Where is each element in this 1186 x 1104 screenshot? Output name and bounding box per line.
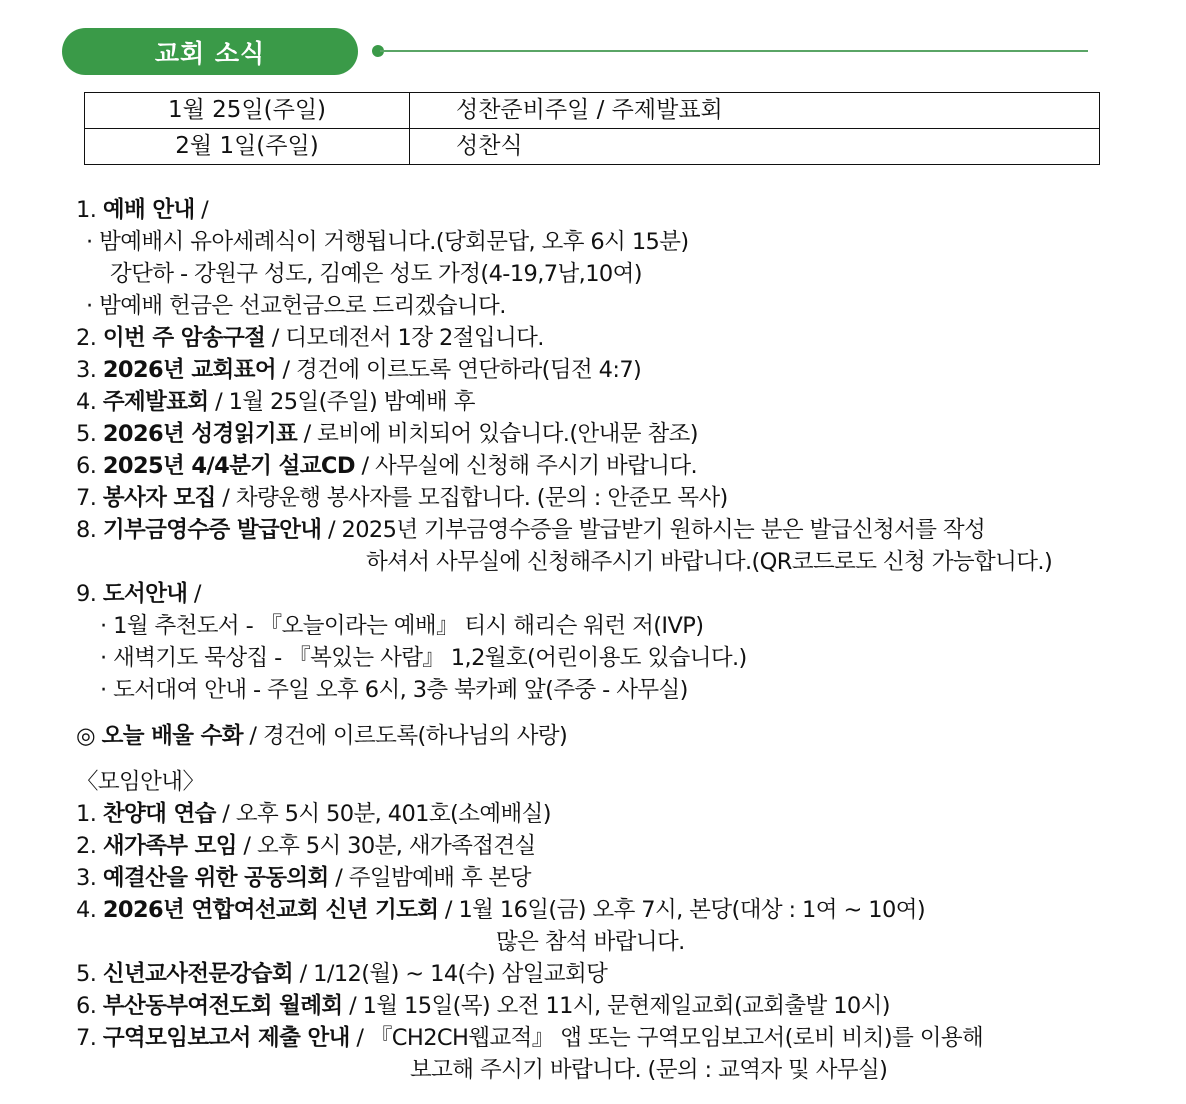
item-text: / 1/12(월) ~ 14(수) 삼일교회당: [293, 961, 608, 987]
item-continuation: 보고해 주시기 바랍니다. (문의 : 교역자 및 사무실): [410, 1057, 888, 1083]
header-divider: [380, 50, 1088, 52]
item-number: 2.: [76, 325, 103, 351]
spacer: [76, 706, 1106, 720]
item-title: 2026년 교회표어: [102, 357, 276, 383]
item-title: 주제발표회: [102, 389, 209, 415]
bullet-continuation: 강단하 - 강원구 성도, 김예은 성도 가정(4-19,7남,10여): [110, 261, 642, 287]
item-title: 구역모임보고서 제출 안내: [102, 1025, 350, 1051]
spacer: [76, 752, 1106, 766]
item-text: /: [187, 581, 201, 607]
sign-language-hymn: [76, 720, 1106, 752]
schedule-row: [85, 93, 1100, 129]
announcement-item: [76, 578, 1106, 610]
item-text: / 2025년 기부금영수증을 발급받기 원하시는 분은 발급신청서를 작성: [321, 517, 986, 543]
meeting-item: [76, 1022, 1106, 1054]
item-number: 4.: [76, 897, 103, 923]
announcement-item: [76, 194, 1106, 226]
item-text: / 로비에 비치되어 있습니다.(안내문 참조): [297, 421, 698, 447]
announcements-body: [76, 194, 1106, 1086]
item-title: 봉사자 모집: [102, 485, 216, 511]
item-title: 2026년 성경읽기표: [102, 421, 298, 447]
bullet-line: · 밤예배시 유아세례식이 거행됩니다.(당회문답, 오후 6시 15분): [86, 229, 689, 255]
bullet-line: · 도서대여 안내 - 주일 오후 6시, 3층 북카페 앞(주중 - 사무실): [100, 677, 688, 703]
item-text: / 주일밤예배 후 본당: [328, 865, 531, 891]
meeting-item: [76, 990, 1106, 1022]
item-text: / 차량운행 봉사자를 모집합니다. (문의 : 안준모 목사): [215, 485, 728, 511]
hymn-title: 오늘 배울 수화: [101, 723, 243, 749]
announcement-item: [76, 482, 1106, 514]
item-number: 6.: [76, 453, 103, 479]
meeting-item: [76, 958, 1106, 990]
item-title: 찬양대 연습: [102, 801, 216, 827]
schedule-row: [85, 129, 1100, 165]
schedule-table: [84, 92, 1100, 165]
item-text: / 디모데전서 1장 2절입니다.: [265, 325, 544, 351]
item-number: 7.: [76, 485, 103, 511]
schedule-date: 2월 1일(주일): [85, 129, 410, 165]
item-text: / 사무실에 신청해 주시기 바랍니다.: [354, 453, 698, 479]
schedule-event: 성찬준비주일 / 주제발표회: [410, 93, 1100, 129]
announcement-item: [76, 418, 1106, 450]
section-title: 교회 소식: [154, 38, 266, 68]
item-text: / 오후 5시 50분, 401호(소예배실): [215, 801, 551, 827]
item-number: 1.: [76, 197, 103, 223]
item-text: / 1월 15일(목) 오전 11시, 문현제일교회(교회출발 10시): [342, 993, 890, 1019]
schedule-event: 성찬식: [410, 129, 1100, 165]
announcement-item: [76, 354, 1106, 386]
bullet-line: · 새벽기도 묵상집 - 『복있는 사람』 1,2월호(어린이용도 있습니다.): [100, 645, 747, 671]
meeting-item: [76, 894, 1106, 926]
meeting-item: [76, 862, 1106, 894]
item-number: 8.: [76, 517, 103, 543]
item-number: 5.: [76, 421, 103, 447]
bullet-line: · 밤예배 헌금은 선교헌금으로 드리겠습니다.: [86, 293, 506, 319]
bullet-line: · 1월 추천도서 - 『오늘이라는 예배』 티시 해리슨 워런 저(IVP): [100, 613, 704, 639]
item-number: 4.: [76, 389, 103, 415]
announcement-item: [76, 514, 1106, 546]
item-text: / 경건에 이르도록 연단하라(딤전 4:7): [275, 357, 642, 383]
hymn-text: / 경건에 이르도록(하나님의 사랑): [242, 723, 568, 749]
item-title: 이번 주 암송구절: [102, 325, 266, 351]
announcement-item: [76, 322, 1106, 354]
item-text: / 『CH2CH웹교적』 앱 또는 구역모임보고서(로비 비치)를 이용해: [349, 1025, 984, 1051]
item-number: 3.: [76, 865, 103, 891]
meetings-heading: 〈모임안내〉: [76, 769, 205, 795]
section-title-pill: [62, 28, 358, 75]
item-title: 기부금영수증 발급안내: [102, 517, 322, 543]
schedule-date: 1월 25일(주일): [85, 93, 410, 129]
item-number: 5.: [76, 961, 103, 987]
item-number: 2.: [76, 833, 103, 859]
meeting-item: [76, 798, 1106, 830]
item-title: 2026년 연합여선교회 신년 기도회: [102, 897, 439, 923]
item-title: 2025년 4/4분기 설교CD: [102, 453, 355, 479]
item-title: 예결산을 위한 공동의회: [102, 865, 329, 891]
item-title: 신년교사전문강습회: [102, 961, 294, 987]
item-text: / 1월 16일(금) 오후 7시, 본당(대상 : 1여 ~ 10여): [438, 897, 926, 923]
item-title: 새가족부 모임: [102, 833, 237, 859]
item-number: 3.: [76, 357, 103, 383]
item-continuation: 많은 참석 바랍니다.: [496, 929, 685, 955]
double-circle-icon: ◎: [76, 723, 102, 749]
item-text: / 1월 25일(주일) 밤예배 후: [208, 389, 475, 415]
meeting-item: [76, 830, 1106, 862]
item-number: 1.: [76, 801, 103, 827]
item-continuation: 하셔서 사무실에 신청해주시기 바랍니다.(QR코드로도 신청 가능합니다.): [366, 549, 1053, 575]
item-title: 도서안내: [102, 581, 188, 607]
item-number: 6.: [76, 993, 103, 1019]
announcement-item: [76, 386, 1106, 418]
item-text: /: [194, 197, 209, 223]
announcement-item: [76, 450, 1106, 482]
item-number: 9.: [76, 581, 103, 607]
item-text: / 오후 5시 30분, 새가족접견실: [236, 833, 536, 859]
item-title: 예배 안내: [102, 197, 195, 223]
item-number: 7.: [76, 1025, 103, 1051]
item-title: 부산동부여전도회 월례회: [102, 993, 343, 1019]
